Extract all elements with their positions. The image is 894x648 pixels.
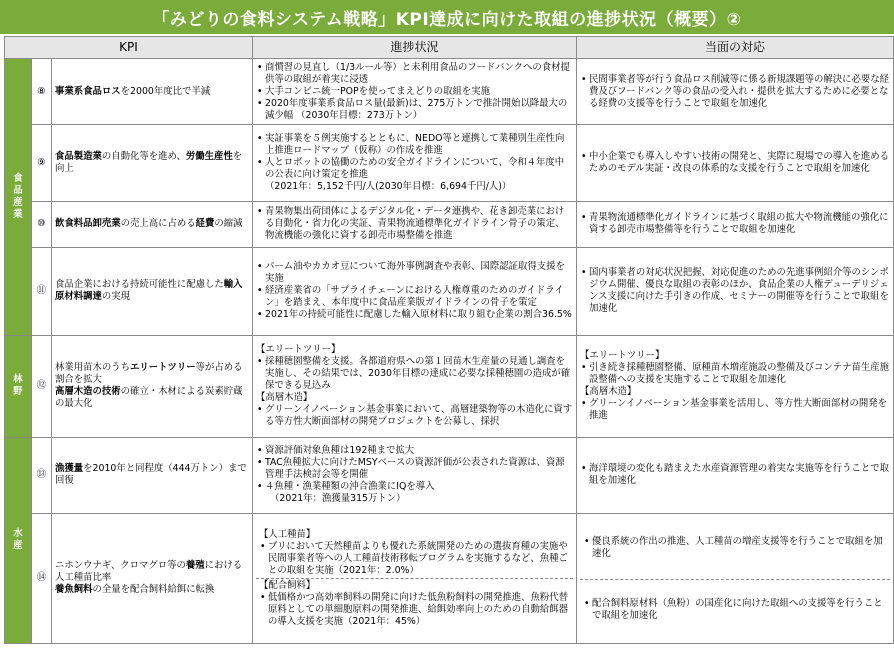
kpi-text: 食品企業における持続可能性に配慮した輸入原材料調達の実現 [52,247,253,335]
header-row [5,37,894,59]
row-number: ⑭ [32,513,52,643]
progress-list [256,445,573,493]
progress-list [256,206,573,242]
response-seed-section [580,517,890,580]
sub-heading: 【配合飼料】 [259,579,316,591]
progress-list [259,592,570,628]
kpi-text: 事業系食品ロスを2000年度比で半減 [52,59,253,125]
progress-stat: （2021年：5,152千円/人(2030年目標：6,694千円/人)） [265,181,512,193]
progress-cell [253,513,577,643]
progress-cell [253,335,577,437]
response-cell [577,513,894,643]
progress-cell [253,437,577,513]
response-list [580,151,890,175]
response-list [580,74,890,110]
list-item: • 商慣習の見直し（1/3ルール等）と未利用食品のフードバンクへの食材提供等の取組が着実に浸透 [265,62,573,86]
page-title: 「みどりの食料システム戦略」KPI達成に向けた取組の進捗状況（概要）② [152,9,742,30]
response-list [583,598,887,622]
response-cell [577,437,894,513]
table-row [5,437,894,513]
list-item: • 青果物流通標準化ガイドラインに基づく取組の拡大や物流機能の強化に資する卸売市場整備等を行うことで取組を加速化 [589,212,890,236]
list-item: • 優良系統の作出の推進、人工種苗の増産支援等を行うことで取組を加速化 [592,536,887,560]
progress-list [256,133,573,181]
list-item: • 実証事業を５例実施するとともに、NEDO等と連携して業種別生産性向上推進ロードマップ（仮称）の作成を推進 [265,133,573,157]
list-item: • 青果物集出荷団体によるデジタル化・データ連携や、花き卸売業における自動化・省力化の実証、青果物流通標準化ガイドライン骨子の策定、物流機能の強化に資する卸売市場整備を推進 [265,206,573,242]
header-progress: 進捗状況 [253,37,577,59]
progress-list [256,261,573,321]
sub-heading: 【高層木造】 [580,386,637,398]
progress-list [256,404,573,428]
progress-cell [253,201,577,247]
list-item: • 人とロボットの協働のための安全ガイドラインについて、令和４年度中の公表に向け策定を推進 [265,157,573,181]
list-item: • グリーンイノベーション基金事業において、高層建築物等の木造化に資する等方性大断面部材の開発プロジェクトを公募し、採択 [265,404,573,428]
category-food: 食品産業 [5,59,32,335]
kpi-text: 林業用苗木のうちエリートツリー等が占める割合を拡大 高層木造の技術の確立・木材による炭素貯蔵の最大化 [52,335,253,437]
kpi-text: ニホンウナギ、クロマグロ等の養殖における人工種苗比率 養魚飼料の全量を配合飼料給餌に転換 [52,513,253,643]
kpi-text: 飲食料品卸売業の売上高に占める経費の縮減 [52,201,253,247]
list-item: • ブリにおいて天然種苗よりも優れた系統開発のための選抜育種の実施や民間事業者等への人工種苗技術移転プログラムを実施するなど、魚種ごとの取組を実施（2021年：2.0%） [268,541,570,577]
progress-seed-section [256,528,573,579]
response-list [580,398,890,422]
table-row [5,201,894,247]
header-kpi: KPI [5,37,253,59]
kpi-text: 食品製造業の自動化等を進め、労働生産性を向上 [52,125,253,201]
response-list [580,212,890,236]
list-item: • グリーンイノベーション基金事業を活用し、等方性大断面部材の開発を推進 [589,398,890,422]
response-cell [577,247,894,335]
list-item: • 海洋環境の変化も踏まえた水産資源管理の着実な実施等を行うことで取組を加速化 [589,463,890,487]
response-list [580,463,890,487]
table-row [5,513,894,643]
sub-heading: 【エリートツリー】 [580,350,665,362]
progress-cell [253,125,577,201]
list-item: • ４魚種・漁業種類の沖合漁業にIQを導入 [265,481,573,493]
list-item: • 国内事業者の対応状況把握、対応促進のための先進事例紹介等のシンポジウム開催、優良な取組の表彰のほか、食品企業の人権デューデリジェンス支援に向けた手引きの作成、セミナーの開催等を行うことで取組を加速化 [589,267,890,315]
response-cell [577,59,894,125]
list-item: • 引き続き採種穂園整備、原種苗木増産施設の整備及びコンテナ苗生産施設整備への支援を実施することで取組を加速化 [589,362,890,386]
category-fishery: 水産 [5,437,32,643]
row-number: ⑫ [32,335,52,437]
response-cell [577,201,894,247]
table-row [5,59,894,125]
category-forestry: 林野 [5,335,32,437]
list-item: • 経済産業省の「サプライチェーンにおける人権尊重のためのガイドライン」を踏まえ、本年度中に食品産業版ガイドラインの骨子を策定 [265,285,573,309]
list-item: • 配合飼料原材料（魚粉）の国産化に向けた取組への支援等を行うことで取組を加速化 [592,598,887,622]
sub-heading: 【人工種苗】 [259,528,316,540]
progress-list [259,541,570,577]
progress-cell [253,247,577,335]
kpi-text: 漁獲量を2010年と同程度（444万トン）まで回復 [52,437,253,513]
progress-feed-section [256,579,573,629]
response-list [580,362,890,386]
list-item: • 2020年度事業系食品ロス量(最新)は、275万トンで推計開始以降最大の減少幅 （2030年目標：273万トン） [265,98,573,122]
response-list [580,267,890,315]
list-item: • 中小企業でも導入しやすい技術の開発と、実際に現場での導入を進めるためのモデル実証・改良の体系的な支援を行うことで取組を加速化 [589,151,890,175]
row-number: ⑧ [32,59,52,125]
progress-stat: （2021年：漁獲量315万トン） [270,493,406,505]
list-item: • 採種穂園整備を支援。各都道府県への第１回苗木生産量の見通し調査を実施し、その結果では、2030年目標の達成に必要な採種穂園の造成が確保できる見込み [265,356,573,392]
row-number: ⑨ [32,125,52,201]
progress-cell [253,59,577,125]
table-row [5,125,894,201]
response-list [583,536,887,560]
row-number: ⑪ [32,247,52,335]
list-item: • 2021年の持続可能性に配慮した輸入原材料に取り組む企業の割合36.5% [265,309,573,321]
row-number: ⑩ [32,201,52,247]
list-item: • 資源評価対象魚種は192種まで拡大 [265,445,573,457]
list-item: • 民間事業者等が行う食品ロス削減等に係る新規課題等の解決に必要な経費及びフードバンク等の食品の受入れ・提供を拡大するために必要となる経費の支援等を行うことで取組を加速化 [589,74,890,110]
progress-list [256,356,573,392]
title-bar [0,0,894,34]
row-number: ⑬ [32,437,52,513]
table-row [5,335,894,437]
response-cell [577,125,894,201]
response-cell [577,335,894,437]
list-item: • TAC魚種拡大に向けたMSYベースの資源評価が公表された資源は、資源管理手法検討会等を開催 [265,457,573,481]
sub-heading: 【高層木造】 [256,392,313,404]
kpi-progress-table [4,36,894,644]
sub-heading: 【エリートツリー】 [256,344,341,356]
list-item: • 低価格かつ高効率飼料の開発に向けた低魚粉飼料の開発推進、魚粉代替原料としての単細胞原料の開発推進、給餌効率向上のための自動給餌器の導入支援を実施（2021年：45%） [268,592,570,628]
progress-list [256,62,573,122]
header-response: 当面の対応 [577,37,894,59]
response-feed-section [580,580,890,640]
list-item: • パーム油やカカオ豆について海外事例調査や表彰、国際認証取得支援を実施 [265,261,573,285]
table-row [5,247,894,335]
list-item: • 大手コンビニ統一POPを使ってまえどりの取組を実施 [265,86,573,98]
